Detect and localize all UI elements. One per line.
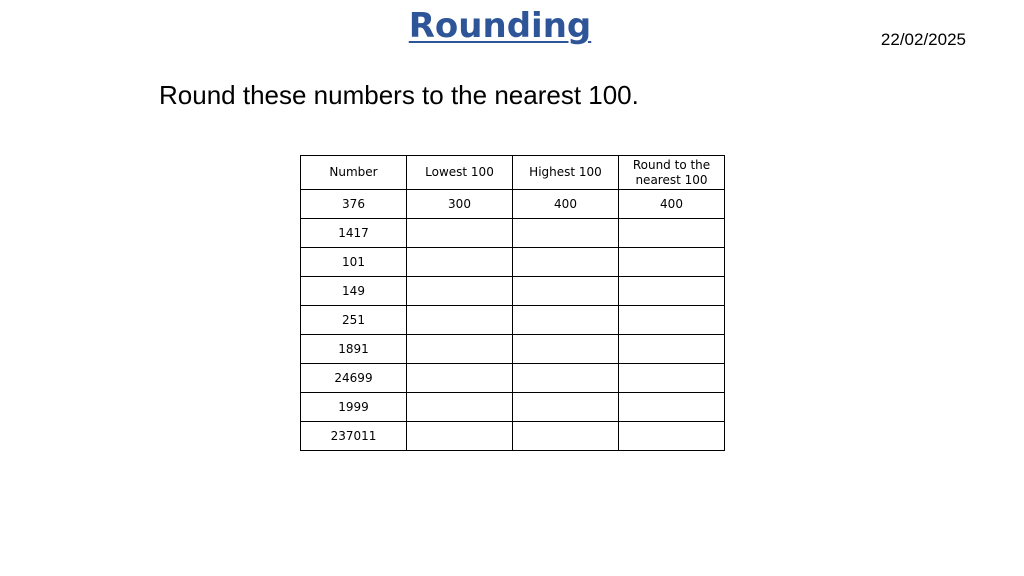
number-cell: 376 (301, 190, 407, 219)
table-row (301, 248, 725, 277)
lowest-100-cell[interactable] (407, 422, 513, 451)
number-cell: 1417 (301, 219, 407, 248)
rounding-table (300, 155, 725, 451)
table-row (301, 393, 725, 422)
highest-100-cell[interactable] (513, 277, 619, 306)
table-header-row (301, 156, 725, 190)
table-row (301, 306, 725, 335)
rounded-cell[interactable] (619, 248, 725, 277)
rounded-cell[interactable] (619, 219, 725, 248)
rounded-cell[interactable] (619, 335, 725, 364)
highest-100-cell[interactable] (513, 364, 619, 393)
lowest-100-cell[interactable] (407, 248, 513, 277)
lowest-100-cell[interactable] (407, 277, 513, 306)
table-row (301, 190, 725, 219)
table-row (301, 219, 725, 248)
rounded-cell[interactable] (619, 277, 725, 306)
header-lowest-100: Lowest 100 (407, 156, 513, 190)
highest-100-cell[interactable] (513, 219, 619, 248)
highest-100-cell[interactable] (513, 335, 619, 364)
table-row (301, 422, 725, 451)
lowest-100-cell[interactable] (407, 364, 513, 393)
number-cell: 1891 (301, 335, 407, 364)
lowest-100-cell[interactable] (407, 335, 513, 364)
table-row (301, 277, 725, 306)
rounded-cell[interactable] (619, 422, 725, 451)
rounding-table-body (301, 156, 725, 451)
slide-title: Rounding (408, 6, 592, 46)
table-row (301, 335, 725, 364)
rounded-cell[interactable] (619, 364, 725, 393)
number-cell: 251 (301, 306, 407, 335)
number-cell: 237011 (301, 422, 407, 451)
table-row (301, 364, 725, 393)
rounded-cell[interactable] (619, 306, 725, 335)
number-cell: 101 (301, 248, 407, 277)
header-number: Number (301, 156, 407, 190)
highest-100-cell[interactable]: 400 (513, 190, 619, 219)
highest-100-cell[interactable] (513, 306, 619, 335)
slide-date: 22/02/2025 (880, 30, 966, 49)
instruction-text: Round these numbers to the nearest 100. (159, 80, 639, 110)
rounded-cell[interactable] (619, 393, 725, 422)
number-cell: 149 (301, 277, 407, 306)
rounded-cell[interactable]: 400 (619, 190, 725, 219)
number-cell: 24699 (301, 364, 407, 393)
lowest-100-cell[interactable] (407, 219, 513, 248)
highest-100-cell[interactable] (513, 248, 619, 277)
highest-100-cell[interactable] (513, 422, 619, 451)
highest-100-cell[interactable] (513, 393, 619, 422)
number-cell: 1999 (301, 393, 407, 422)
lowest-100-cell[interactable] (407, 306, 513, 335)
header-round-nearest-100: Round to the nearest 100 (619, 156, 725, 190)
lowest-100-cell[interactable]: 300 (407, 190, 513, 219)
header-highest-100: Highest 100 (513, 156, 619, 190)
lowest-100-cell[interactable] (407, 393, 513, 422)
